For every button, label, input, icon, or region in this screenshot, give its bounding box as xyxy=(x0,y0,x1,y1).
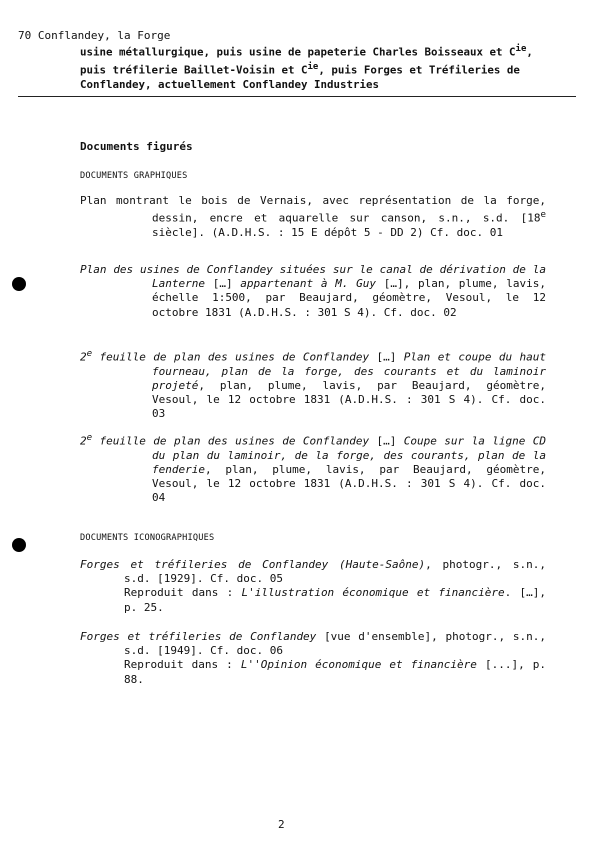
header-location: 70 Conflandey, la Forge xyxy=(18,29,171,42)
reproduction-note: Reproduit dans : L''Opinion économique et financière [...], p. 88. xyxy=(124,658,546,686)
document-entry-04: 2e feuille de plan des usines de Conflandey […] Coupe sur la ligne CD du plan du laminoir, de la forge, des courants, plan de la fenderie, plan, plume, lavis, par Beaujard, géomètre, Vesoul, le 12 octobre 1831 (A.D.H.S. : 301 S 4). Cf. doc. 04 xyxy=(80,432,546,505)
document-entry-02: Plan des usines de Conflandey situées sur le canal de dérivation de la Lanterne […] appartenant à M. Guy […], plan, plume, lavis, échelle 1:500, par Beaujard, géomètre, Vesoul, le 12 octobre 1831 (A.D.H.S. : 301 S 4). Cf. doc. 02 xyxy=(80,263,546,319)
document-entry-01: Plan montrant le bois de Vernais, avec représentation de la forge, dessin, encre et aquarelle sur canson, s.n., s.d. [18e siècle]. (A.D.H.S. : 15 E dépôt 5 - DD 2) Cf. doc. 01 xyxy=(80,194,546,240)
header-title: usine métallurgique, puis usine de papeterie Charles Boisseaux et $C^{ie}$, puis tréfilerie Baillet-Voisin et $C^{ie}$, puis Forges et Tréfileries de Conflandey, actuellement Conflandey Industries xyxy=(80,44,533,92)
page-number: 2 xyxy=(278,818,285,831)
binder-hole-mark xyxy=(12,277,26,291)
binder-hole-mark xyxy=(12,538,26,552)
graphic-documents-heading: DOCUMENTS GRAPHIQUES xyxy=(80,171,188,181)
document-entry-05: Forges et tréfileries de Conflandey (Haute-Saône), photogr., s.n., s.d. [1929]. Cf. doc. 05 Reproduit dans : L'illustration économique et financière. […], p. 25. xyxy=(80,558,546,614)
iconographic-documents-heading: DOCUMENTS ICONOGRAPHIQUES xyxy=(80,533,215,543)
header-divider xyxy=(18,96,576,97)
document-entry-06: Forges et tréfileries de Conflandey [vue d'ensemble], photogr., s.n., s.d. [1949]. Cf. doc. 06 Reproduit dans : L''Opinion économique et financière [...], p. 88. xyxy=(80,630,546,686)
section-title: Documents figurés xyxy=(80,140,193,153)
reproduction-note: Reproduit dans : L'illustration économique et financière. […], p. 25. xyxy=(124,586,546,614)
document-entry-03: 2e feuille de plan des usines de Conflandey […] Plan et coupe du haut fourneau, plan de la forge, des courants et du laminoir projeté, plan, plume, lavis, par Beaujard, géomètre, Vesoul, le 12 octobre 1831 (A.D.H.S. : 301 S 4). Cf. doc. 03 xyxy=(80,348,546,421)
